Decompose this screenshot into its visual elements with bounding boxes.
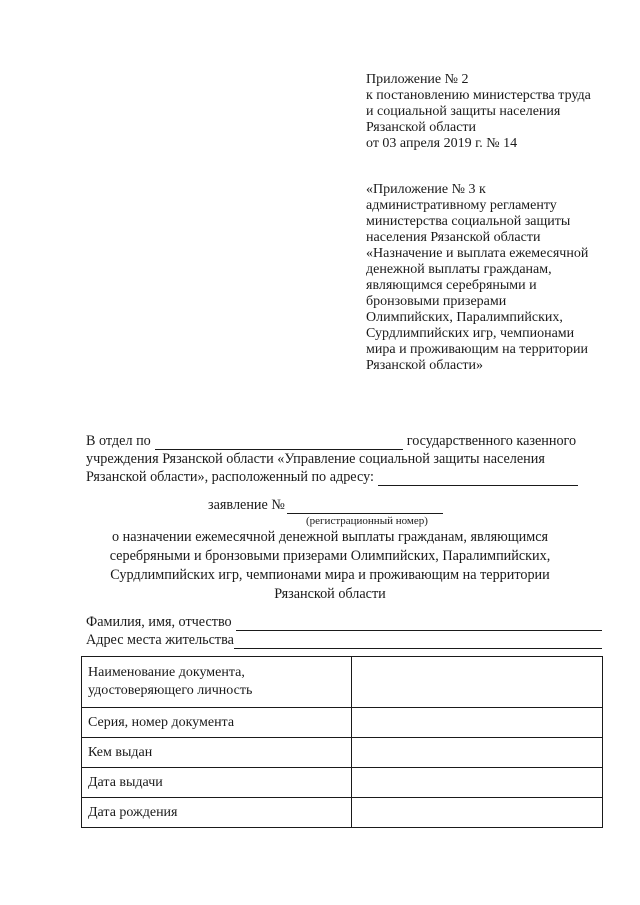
residence-address-label: Адрес места жительства [86, 632, 234, 648]
annex-line: Приложение № 2 [366, 72, 469, 87]
statement-subject-line: о назначении ежемесячной денежной выплаты гражданам, являющимся [111, 529, 549, 545]
doc-name-value-cell[interactable] [352, 657, 603, 708]
fio-field[interactable] [236, 616, 602, 631]
department-address-field[interactable] [378, 471, 578, 486]
addressee-line-2: учреждения Рязанской области «Управление социальной защиты населения [86, 451, 545, 467]
statement-subject [0, 528, 640, 604]
statement-subject-line: серебряными и бронзовыми призерами Олимпийских, Паралимпийских, [109, 548, 551, 564]
table-row [82, 738, 603, 768]
annex-line: к постановлению министерства труда [366, 88, 591, 103]
annex-line: министерства социальной защиты [366, 214, 571, 229]
registration-number-field[interactable] [287, 499, 443, 514]
fio-label: Фамилия, имя, отчество [86, 614, 232, 630]
annex-line: Сурдлимпийских игр, чемпионами [366, 326, 575, 341]
identity-document-table [81, 656, 603, 828]
issue-date-label: Дата выдачи [82, 768, 352, 798]
state-institution-label: государственного казенного [406, 433, 577, 449]
statement-subject-line: Рязанской области [274, 586, 386, 602]
table-row [82, 768, 603, 798]
table-label-cell [82, 657, 352, 708]
annex-line: Олимпийских, Паралимпийских, [366, 310, 563, 325]
to-department-label: В отдел по [86, 433, 151, 449]
issue-date-value-cell[interactable] [352, 768, 603, 798]
annex-line: Рязанской области [366, 120, 477, 135]
addressee-block [86, 432, 606, 486]
table-row [82, 708, 603, 738]
issued-by-label: Кем выдан [82, 738, 352, 768]
issued-by-value-cell[interactable] [352, 738, 603, 768]
doc-series-value-cell[interactable] [352, 708, 603, 738]
annex-line: населения Рязанской области [366, 230, 541, 245]
table-row [82, 798, 603, 828]
birth-date-label: Дата рождения [82, 798, 352, 828]
applicant-block [86, 613, 602, 649]
address-label: Рязанской области», расположенный по адресу: [86, 469, 374, 485]
regulation-annex-header [366, 182, 588, 374]
table-row [82, 657, 603, 708]
annex-header [366, 72, 591, 152]
registration-number-caption: (регистрационный номер) [306, 515, 428, 527]
annex-line: от 03 апреля 2019 г. № 14 [366, 136, 518, 151]
annex-line: и социальной защиты населения [366, 104, 561, 119]
annex-line: «Приложение № 3 к [366, 182, 486, 197]
statement-title: заявление № [208, 497, 285, 513]
annex-line: являющимся серебряными и [366, 278, 537, 293]
doc-series-label: Серия, номер документа [82, 708, 352, 738]
doc-name-label-line: Наименование документа, [88, 665, 245, 680]
annex-line: мира и проживающим на территории [366, 342, 589, 357]
department-field[interactable] [155, 435, 403, 450]
annex-line: Рязанской области» [366, 358, 484, 373]
annex-line: административному регламенту [366, 198, 557, 213]
birth-date-value-cell[interactable] [352, 798, 603, 828]
statement-subject-line: Сурдлимпийских игр, чемпионами мира и проживающим на территории [110, 567, 550, 583]
doc-name-label-line: удостоверяющего личность [88, 683, 253, 698]
annex-line: «Назначение и выплата ежемесячной [366, 246, 589, 261]
annex-line: бронзовыми призерами [366, 294, 507, 309]
residence-address-field[interactable] [234, 634, 602, 649]
annex-line: денежной выплаты гражданам, [366, 262, 552, 277]
